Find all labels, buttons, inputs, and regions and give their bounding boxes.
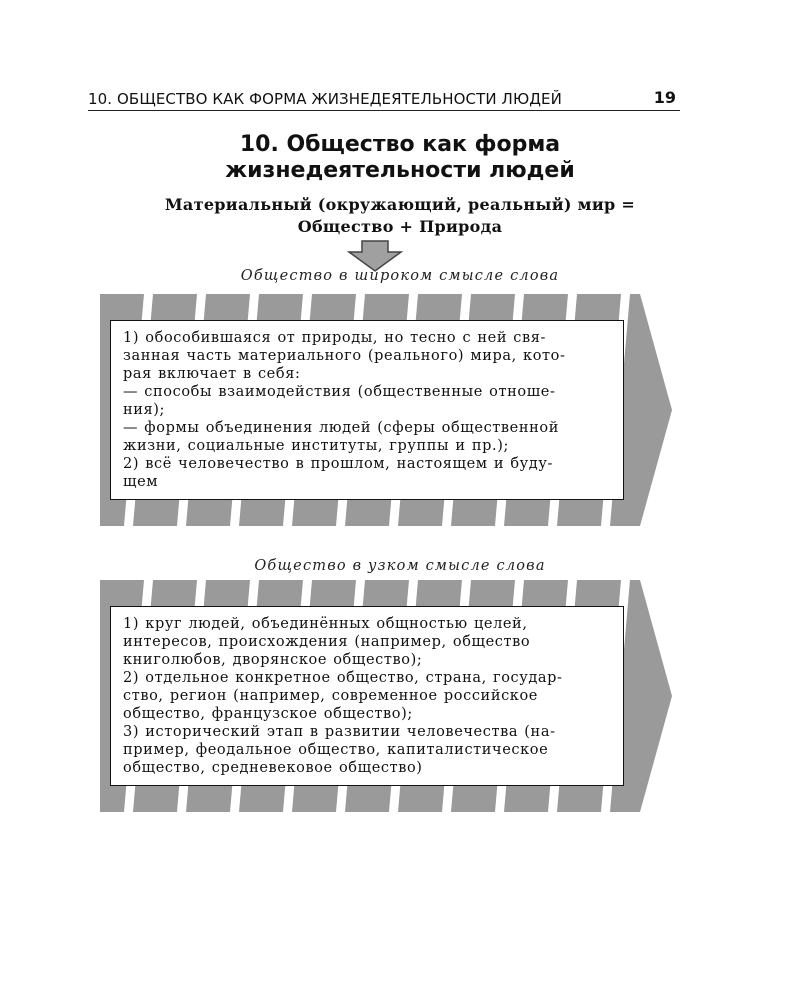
broad-line: жизни, социальные институты, группы и пр.); [123,438,509,454]
equation [90,194,710,238]
narrow-line: интересов, происхождения (например, общество [123,634,531,650]
broad-definition-box [110,320,624,500]
page-number: 19 [653,88,676,107]
equation-line-2: Общество + Природа [297,217,503,236]
broad-line: — способы взаимодействия (общественные отноше- [123,384,556,400]
broad-caption: Общество в широком смысле слова [240,268,560,284]
running-title: 10. ОБЩЕСТВО КАК ФОРМА ЖИЗНЕДЕЯТЕЛЬНОСТИ ЛЮДЕЙ [88,90,562,108]
broad-line: 2) всё человечество в прошлом, настоящем и буду- [123,456,553,472]
narrow-line: 3) исторический этап в развитии человечества (на- [123,724,556,740]
broad-line: занная часть материального (реального) мира, кото- [123,348,566,364]
running-head [88,86,680,111]
broad-line: — формы объединения людей (сферы общественной [123,420,559,436]
narrow-line: общество, французское общество); [123,706,413,722]
narrow-line: 1) круг людей, объединённых общностью целей, [123,616,528,632]
equation-line-1: Материальный (окружающий, реальный) мир = [164,195,636,214]
page-title-line-2: жизнедеятельности людей [225,158,575,183]
narrow-line: ство, регион (например, современное российское [123,688,538,704]
narrow-line: общество, средневековое общество) [123,760,423,776]
broad-line: рая включает в себя: [123,366,301,382]
broad-line: щем [123,474,159,490]
narrow-definition-box [110,606,624,786]
narrow-caption: Общество в узком смысле слова [254,558,546,574]
narrow-line: книголюбов, дворянское общество); [123,652,423,668]
narrow-line: 2) отдельное конкретное общество, страна, государ- [123,670,563,686]
narrow-line: пример, феодальное общество, капиталистическое [123,742,549,758]
broad-line: 1) обособившаяся от природы, но тесно с ней свя- [123,330,547,346]
page-title [100,132,700,184]
page-title-line-1: 10. Общество как форма [239,132,561,157]
broad-line: ния); [123,402,166,418]
